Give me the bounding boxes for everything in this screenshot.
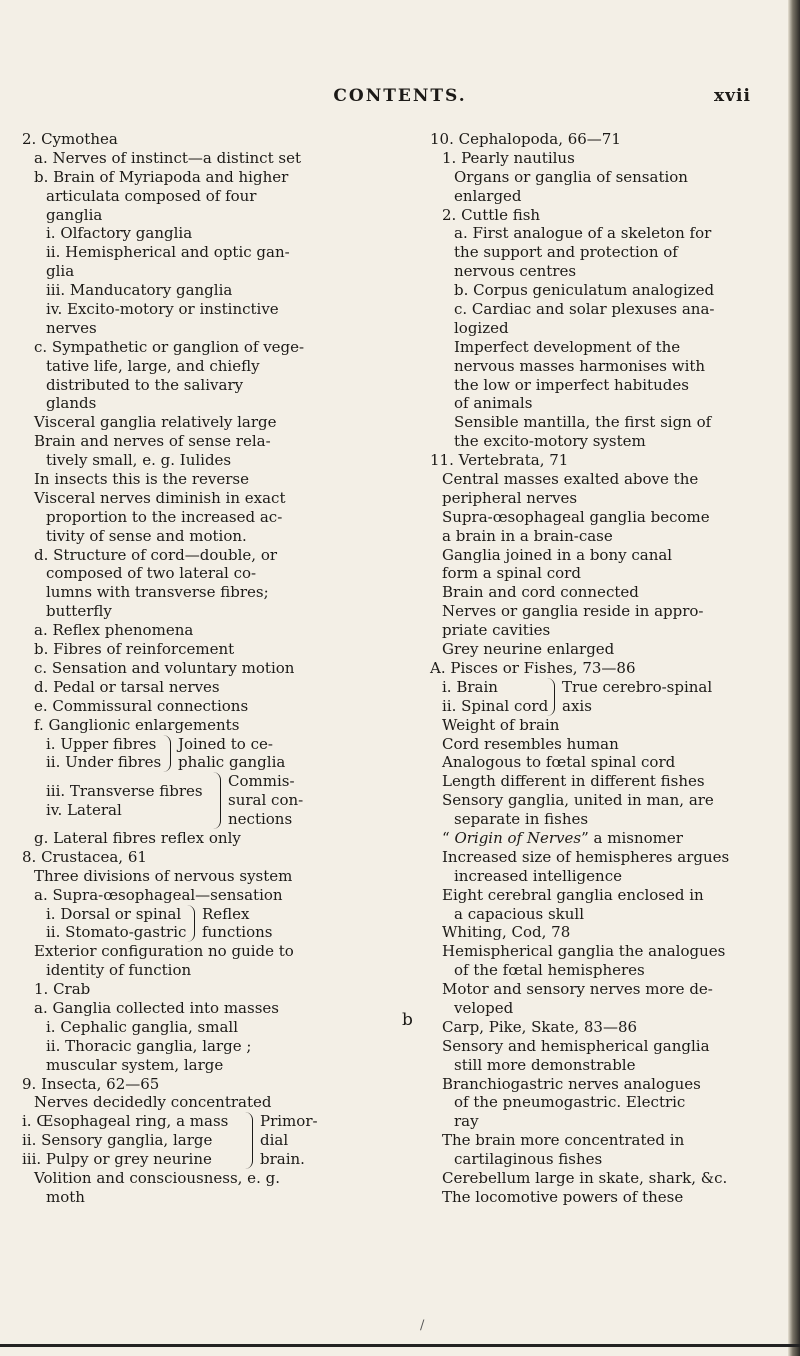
toc-entry: Nerves decidedly concentrated (34, 1093, 272, 1112)
brace-text: True cerebro-spinal (562, 677, 713, 696)
toc-entry: Visceral nerves diminish in exact (34, 488, 286, 507)
toc-entry: tivity of sense and motion. (46, 526, 247, 545)
brace (212, 772, 221, 829)
brace-label: iv. Lateral (46, 800, 122, 819)
brace-label: i. Œsophageal ring, a mass (22, 1112, 229, 1131)
page-edge (788, 0, 800, 1356)
toc-entry: nervous centres (454, 262, 577, 281)
toc-entry: e. Commissural connections (34, 696, 249, 715)
toc-entry: distributed to the salivary (46, 375, 244, 394)
toc-entry: Cerebellum large in skate, shark, &c. (442, 1169, 728, 1187)
toc-entry: b. Brain of Myriapoda and higher (34, 167, 289, 186)
toc-entry: “ Origin of Nerves” a misnomer (442, 828, 683, 847)
toc-entry: 10. Cephalopoda, 66—71 (430, 130, 621, 148)
toc-entry: c. Sympathetic or ganglion of vege- (34, 337, 305, 356)
right-column (430, 130, 735, 1207)
brace-text: phalic ganglia (178, 753, 286, 772)
toc-entry: ii. Thoracic ganglia, large ; (46, 1036, 252, 1055)
brace-text: Joined to ce- (178, 734, 273, 753)
toc-entry: Visceral ganglia relatively large (34, 413, 277, 432)
toc-entry: iii. Manducatory ganglia (46, 281, 233, 300)
brace-label: ii. Under fibres (46, 753, 162, 772)
toc-entry: Cord resembles human (442, 734, 619, 753)
toc-entry: nerves (46, 318, 97, 337)
toc-entry: b. Fibres of reinforcement (34, 640, 235, 659)
brace-label: i. Upper fibres (46, 734, 157, 753)
toc-entry: Grey neurine enlarged (442, 640, 615, 659)
brace-label: ii. Sensory ganglia, large (22, 1131, 213, 1150)
brace (186, 905, 195, 943)
toc-entry: a brain in a brain-case (442, 526, 613, 545)
toc-entry: 8. Crustacea, 61 (22, 847, 147, 866)
toc-entry: lumns with transverse fibres; (46, 583, 269, 602)
toc-entry: glia (46, 262, 75, 281)
toc-entry: logized (454, 318, 509, 337)
toc-entry: a. Nerves of instinct—a distinct set (34, 148, 301, 167)
signature-mark: b (402, 1010, 413, 1030)
toc-entry: c. Cardiac and solar plexuses ana- (454, 300, 715, 319)
toc-entry: Sensible mantilla, the first sign of (454, 413, 712, 432)
brace (162, 735, 171, 773)
toc-entry: Length different in different fishes (442, 772, 705, 791)
toc-entry: Organs or ganglia of sensation (454, 167, 688, 186)
toc-entry: 2. Cymothea (22, 130, 118, 148)
brace-text: nections (228, 810, 293, 829)
brace (546, 678, 555, 716)
toc-entry: proportion to the increased ac- (46, 507, 283, 526)
toc-entry: i. Olfactory ganglia (46, 224, 193, 243)
toc-entry: ray (454, 1112, 479, 1131)
brace-label: iii. Pulpy or grey neurine (22, 1150, 212, 1169)
brace-text: axis (562, 696, 592, 715)
toc-entry: tively small, e. g. Iulides (46, 451, 232, 470)
brace-label: ii. Stomato-gastric (46, 923, 187, 942)
brace-group (22, 1112, 322, 1169)
toc-entry: Nerves or ganglia reside in appro- (442, 602, 704, 621)
toc-entry: f. Ganglionic enlargements (34, 715, 240, 734)
toc-entry: Imperfect development of the (454, 337, 681, 356)
toc-entry: cartilaginous fishes (454, 1150, 603, 1169)
toc-entry: In insects this is the reverse (34, 470, 249, 489)
toc-entry: Brain and nerves of sense rela- (34, 432, 271, 451)
toc-entry: i. Cephalic ganglia, small (46, 1017, 238, 1036)
brace-group (22, 735, 322, 773)
page-title: CONTENTS. (333, 86, 467, 106)
brace-text: Commis- (228, 772, 295, 791)
toc-entry: a. Ganglia collected into masses (34, 999, 279, 1018)
brace-text: Reflex (202, 904, 250, 923)
brace-text: dial (260, 1131, 289, 1150)
toc-entry: priate cavities (442, 621, 551, 640)
toc-entry: of the pneumogastric. Electric (454, 1093, 686, 1112)
toc-entry: Volition and consciousness, e. g. (34, 1169, 280, 1188)
running-head (0, 86, 800, 110)
brace-text: brain. (260, 1150, 305, 1169)
toc-entry: separate in fishes (454, 810, 589, 829)
toc-entry: Carp, Pike, Skate, 83—86 (442, 1017, 638, 1036)
toc-entry: c. Sensation and voluntary motion (34, 658, 295, 677)
toc-entry: Sensory and hemispherical ganglia (442, 1036, 710, 1055)
toc-entry: identity of function (46, 961, 192, 980)
toc-entry: still more demonstrable (454, 1055, 636, 1074)
toc-entry: tative life, large, and chiefly (46, 356, 260, 375)
footer-mark: / (420, 1318, 425, 1333)
toc-entry: d. Structure of cord—double, or (34, 545, 278, 564)
toc-entry: peripheral nerves (442, 488, 578, 507)
toc-entry: a. Supra-œsophageal—sensation (34, 885, 283, 904)
toc-entry: of the fœtal hemispheres (454, 961, 645, 980)
brace-label: iii. Transverse fibres (46, 781, 203, 800)
toc-entry: butterfly (46, 602, 112, 621)
toc-entry: muscular system, large (46, 1055, 224, 1074)
toc-entry: Eight cerebral ganglia enclosed in (442, 885, 704, 904)
toc-entry: Motor and sensory nerves more de- (442, 980, 713, 999)
brace-text: sural con- (228, 791, 304, 810)
toc-entry: veloped (454, 998, 514, 1017)
toc-entry: b. Corpus geniculatum analogized (454, 281, 715, 300)
toc-entry: The locomotive powers of these (442, 1187, 684, 1206)
toc-entry: Sensory ganglia, united in man, are (442, 791, 714, 810)
toc-entry: d. Pedal or tarsal nerves (34, 677, 220, 696)
toc-entry: Weight of brain (442, 715, 560, 734)
toc-entry: increased intelligence (454, 866, 622, 885)
brace-text: Primor- (260, 1112, 318, 1131)
bottom-rule (0, 1344, 800, 1347)
toc-entry: moth (46, 1187, 85, 1206)
toc-entry: Analogous to fœtal spinal cord (442, 753, 676, 772)
brace-group (22, 905, 322, 943)
toc-entry: of animals (454, 394, 533, 413)
toc-entry: A. Pisces or Fishes, 73—86 (430, 658, 636, 677)
toc-entry: Increased size of hemispheres argues (442, 847, 730, 866)
toc-entry: a. Reflex phenomena (34, 621, 194, 640)
toc-entry: Three divisions of nervous system (34, 866, 293, 885)
toc-entry: 2. Cuttle fish (442, 205, 541, 224)
toc-entry: form a spinal cord (442, 564, 581, 583)
toc-entry: enlarged (454, 186, 522, 205)
toc-entry: 9. Insecta, 62—65 (22, 1074, 160, 1093)
brace-group (22, 772, 322, 829)
toc-entry: a. First analogue of a skeleton for (454, 224, 712, 243)
toc-entry: 1. Pearly nautilus (442, 148, 575, 167)
toc-entry: Branchiogastric nerves analogues (442, 1074, 701, 1093)
toc-entry: Whiting, Cod, 78 (442, 923, 571, 942)
toc-entry: g. Lateral fibres reflex only (34, 828, 241, 847)
toc-entry: 11. Vertebrata, 71 (430, 451, 569, 470)
toc-entry: ganglia (46, 205, 103, 224)
toc-entry: Central masses exalted above the (442, 470, 699, 489)
toc-entry: The brain more concentrated in (442, 1131, 685, 1150)
toc-entry: composed of two lateral co- (46, 564, 257, 583)
toc-entry: ii. Hemispherical and optic gan- (46, 243, 290, 262)
brace-text: functions (202, 923, 273, 942)
brace-label: i. Dorsal or spinal (46, 904, 182, 923)
brace (244, 1112, 253, 1169)
brace-group (430, 678, 735, 716)
toc-entry: articulata composed of four (46, 186, 257, 205)
left-column (22, 130, 322, 1207)
toc-entry: 1. Crab (34, 980, 91, 999)
toc-entry: Exterior configuration no guide to (34, 942, 294, 961)
toc-entry: iv. Excito-motory or instinctive (46, 300, 279, 319)
toc-entry: the low or imperfect habitudes (454, 375, 689, 394)
toc-entry: Supra-œsophageal ganglia become (442, 507, 710, 526)
page-number: xvii (714, 86, 751, 106)
toc-entry: glands (46, 394, 97, 413)
toc-entry: Ganglia joined in a bony canal (442, 545, 673, 564)
brace-label: ii. Spinal cord (442, 696, 549, 715)
toc-entry: nervous masses harmonises with (454, 356, 706, 375)
toc-entry: Hemispherical ganglia the analogues (442, 942, 726, 961)
toc-entry: the excito-motory system (454, 432, 646, 451)
toc-entry: the support and protection of (454, 243, 678, 262)
toc-entry: Brain and cord connected (442, 583, 639, 602)
toc-entry: a capacious skull (454, 904, 584, 923)
brace-label: i. Brain (442, 677, 498, 696)
